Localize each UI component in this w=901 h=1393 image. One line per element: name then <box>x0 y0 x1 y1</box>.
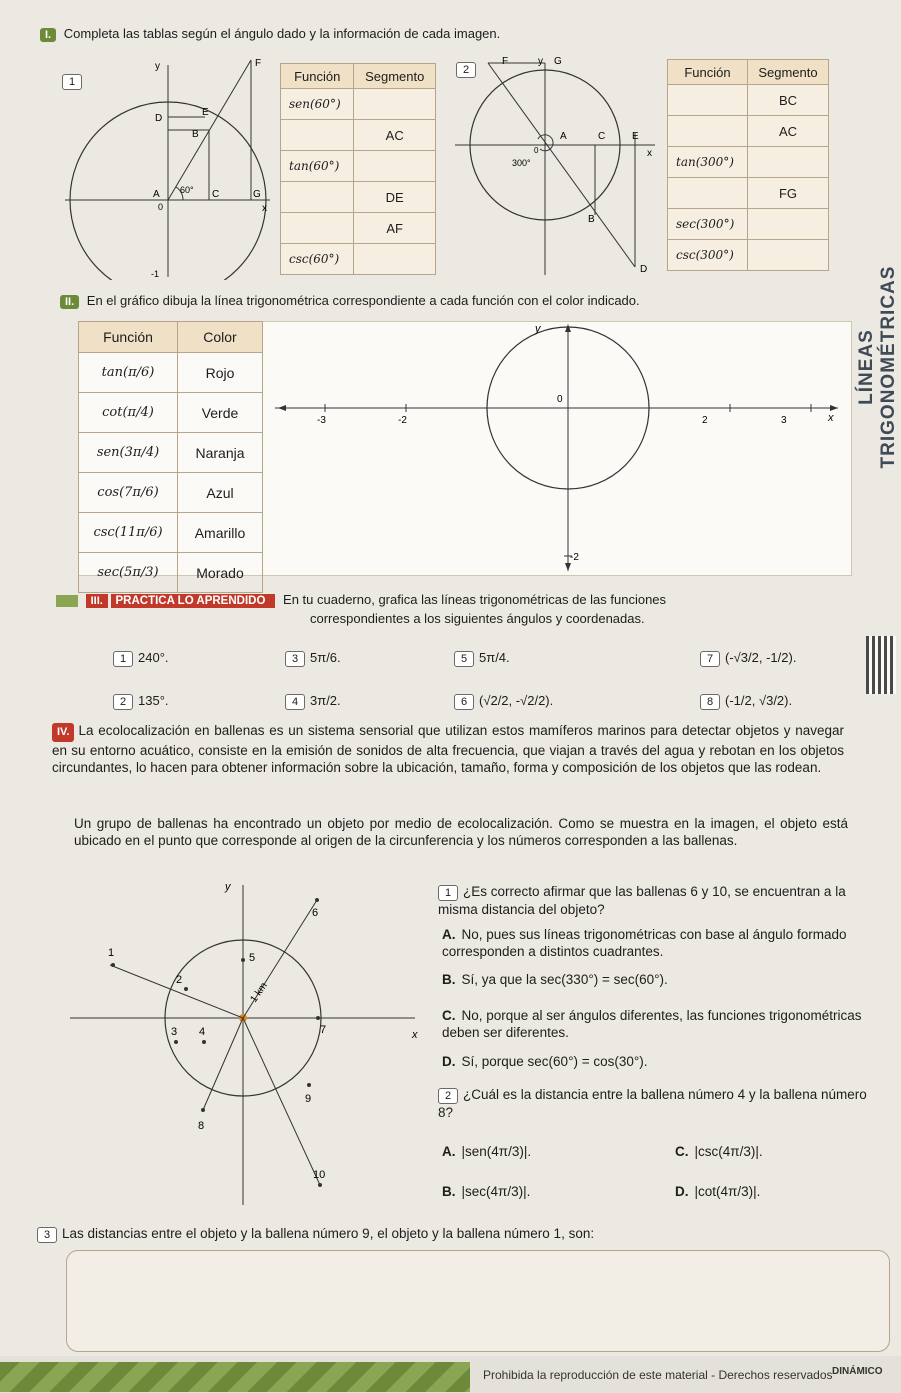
fig1-label-A: A <box>153 189 160 200</box>
section-4-badge: IV. <box>52 723 74 742</box>
table1-cell-seg[interactable]: AC <box>354 120 436 151</box>
exercise-item: 2 135°. <box>113 693 169 710</box>
table1-cell-seg[interactable]: DE <box>354 182 436 213</box>
table2-cell-seg[interactable] <box>747 209 828 240</box>
table2-cell-fn[interactable]: tan(300°) <box>668 147 748 178</box>
color-table <box>78 321 263 593</box>
whale-label: 6 <box>312 907 319 919</box>
practice-icon <box>56 595 78 607</box>
fig2-label-x: x <box>647 148 652 159</box>
section-3-text-1: En tu cuaderno, grafica las líneas trigonométricas de las funciones <box>283 592 667 607</box>
fig1-label-neg1: -1 <box>151 269 160 279</box>
table2-cell-seg[interactable]: AC <box>747 116 828 147</box>
graph-tick-label: -2 <box>398 415 407 426</box>
section-4-para-1: IV. La ecolocalización en ballenas es un sistema sensorial que utilizan estos mamíferos marinos para detectar objetos y navegar en su entorno acuático, consiste en la emisión de sonidos de alta frecuencia, que viajan a través del agua y rebotan en los objetos circundantes, lo hacen para obtener información sobre la ubicación, tamaño, forma y composición de los objetos que las rodean. <box>52 723 844 775</box>
figure-1-number: 1 <box>62 72 87 90</box>
section-3-header <box>56 592 666 608</box>
q2-option-c[interactable]: C. |csc(4π/3)|. <box>675 1144 763 1159</box>
table2-cell-fn[interactable]: sec(300°) <box>668 209 748 240</box>
question-1: 1 ¿Es correcto afirmar que las ballenas 6 y 10, se encuentran a la misma distancia del objeto? <box>438 884 846 917</box>
footer-copyright: Prohibida la reproducción de este material - Derechos reservados <box>483 1368 833 1382</box>
table2-cell-seg[interactable] <box>747 240 828 271</box>
section-1-title: Completa las tablas según el ángulo dado y la información de cada imagen. <box>63 26 501 41</box>
color-table-header-color: Color <box>178 322 263 353</box>
fig1-label-D: D <box>155 113 163 124</box>
whale-label: 4 <box>199 1026 206 1038</box>
fig2-label-F: F <box>502 56 509 67</box>
whale-label: 2 <box>176 974 183 986</box>
q2-option-d[interactable]: D. |cot(4π/3)|. <box>675 1184 761 1199</box>
graph-tick-label: 3 <box>781 415 787 426</box>
fig2-label-D: D <box>640 264 648 275</box>
graph-label-o: 0 <box>557 394 563 405</box>
fig2-label-E: E <box>632 131 639 142</box>
graph-tick-label: -2 <box>570 552 579 563</box>
table2-cell-seg[interactable] <box>747 147 828 178</box>
fig2-label-O: 0 <box>534 146 539 155</box>
q1-option-c[interactable]: C. No, porque al ser ángulos diferentes, las funciones trigonométricas deben ser diferentes. <box>442 1008 862 1040</box>
table1-cell-fn[interactable] <box>281 182 354 213</box>
table2-header-funcion: Función <box>668 60 748 85</box>
section-4-para-2: Un grupo de ballenas ha encontrado un objeto por medio de ecolocalización. Como se muestra en la imagen, el objeto está ubicado en el punto que corresponde al origen de la circunferencia y los números corresponden a las ballenas. <box>74 816 848 848</box>
fig1-label-O: 0 <box>158 202 164 212</box>
figure-1-unit-circle <box>55 55 275 280</box>
exercise-item: 5 5π/4. <box>454 650 510 667</box>
whale-label: 10 <box>313 1169 326 1181</box>
exercise-item: 4 3π/2. <box>285 693 341 710</box>
table2-cell-seg[interactable]: FG <box>747 178 828 209</box>
section-2-title: En el gráfico dibuja la línea trigonométrica correspondiente a cada función con el color indicado. <box>86 293 640 308</box>
table2-cell-fn[interactable] <box>668 116 748 147</box>
fig1-label-y: y <box>155 61 160 72</box>
table2-cell-fn[interactable] <box>668 178 748 209</box>
table1-cell-seg[interactable] <box>354 89 436 120</box>
fig1-label-B: B <box>192 129 199 140</box>
fig1-label-angle: 60° <box>180 185 194 195</box>
exercise-item: 7 (-√3/2, -1/2). <box>700 650 796 667</box>
table1-header-segmento: Segmento <box>354 64 436 89</box>
whale-fig-km: 1 km <box>248 980 270 1005</box>
section-1-badge: I. <box>40 28 56 42</box>
q1-option-b[interactable]: B. Sí, ya que la sec(330°) = sec(60°). <box>442 972 668 987</box>
graph-label-y: y <box>535 323 541 335</box>
footer-stripe <box>0 1362 470 1392</box>
color-table-fn: csc(11π/6) <box>79 513 178 553</box>
exercise-item: 3 5π/6. <box>285 650 341 667</box>
q2-option-a[interactable]: A. |sen(4π/3)|. <box>442 1144 532 1159</box>
color-table-color: Morado <box>178 553 263 593</box>
q2-option-b[interactable]: B. |sec(4π/3)|. <box>442 1184 531 1199</box>
fig1-label-E: E <box>202 107 209 118</box>
table1-cell-fn[interactable] <box>281 213 354 244</box>
color-table-color: Amarillo <box>178 513 263 553</box>
color-table-fn: sec(5π/3) <box>79 553 178 593</box>
table1-cell-seg[interactable] <box>354 244 436 275</box>
whale-label: 1 <box>108 947 115 959</box>
fig2-label-y: y <box>538 56 543 67</box>
color-table-fn: sen(3π/4) <box>79 433 178 473</box>
table1-cell-fn[interactable]: sen(60°) <box>281 89 354 120</box>
graph-label-x: x <box>828 412 834 424</box>
fig1-label-x: x <box>262 203 267 214</box>
question-2: 2 ¿Cuál es la distancia entre la ballena número 4 y la ballena número 8? <box>438 1087 867 1120</box>
graph-tick-label: 2 <box>702 415 708 426</box>
whale-label: 8 <box>198 1120 205 1132</box>
table2-cell-fn[interactable] <box>668 85 748 116</box>
whale-label: 5 <box>249 952 256 964</box>
color-table-header-funcion: Función <box>79 322 178 353</box>
exercise-item: 8 (-1/2, √3/2). <box>700 693 792 710</box>
fig1-label-F: F <box>255 58 262 69</box>
table1-cell-seg[interactable] <box>354 151 436 182</box>
whale-label: 7 <box>320 1024 327 1036</box>
section-2-header <box>60 293 640 309</box>
q1-option-a[interactable]: A. No, pues sus líneas trigonométricas con base al ángulo formado corresponden a distintos cuadrantes. <box>442 927 847 959</box>
whale-label: 9 <box>305 1093 312 1105</box>
table1-cell-fn[interactable]: tan(60°) <box>281 151 354 182</box>
figure-2-unit-circle <box>450 55 665 280</box>
section-1-header <box>40 26 500 42</box>
color-table-color: Azul <box>178 473 263 513</box>
table1-cell-fn[interactable] <box>281 120 354 151</box>
table1-cell-fn[interactable]: csc(60°) <box>281 244 354 275</box>
color-table-fn: cos(7π/6) <box>79 473 178 513</box>
section-2-badge: II. <box>60 295 79 309</box>
whale-fig-x: x <box>412 1029 418 1041</box>
graph-tick-label: -3 <box>317 415 326 426</box>
color-table-fn: cot(π/4) <box>79 393 178 433</box>
exercise-item: 6 (√2/2, -√2/2). <box>454 693 553 710</box>
exercise-item: 1 240°. <box>113 650 169 667</box>
table1-header-funcion: Función <box>281 64 354 89</box>
color-table-color: Verde <box>178 393 263 433</box>
color-table-color: Naranja <box>178 433 263 473</box>
footer <box>0 1356 901 1393</box>
fig2-label-B: B <box>588 214 595 225</box>
publisher-logo: DINÁMICO <box>832 1366 883 1377</box>
q1-option-d[interactable]: D. Sí, porque sec(60°) = cos(30°). <box>442 1054 648 1069</box>
answer-box[interactable] <box>66 1250 890 1352</box>
table2-cell-fn[interactable]: csc(300°) <box>668 240 748 271</box>
whale-figure <box>65 880 425 1210</box>
section-3-badge: III. <box>86 594 108 608</box>
table-1 <box>280 63 436 275</box>
question-3: 3 Las distancias entre el objeto y la ballena número 9, el objeto y la ballena número 1, son: <box>37 1225 877 1243</box>
qr-code[interactable] <box>866 636 896 694</box>
table2-cell-seg[interactable]: BC <box>747 85 828 116</box>
practice-banner: PRACTICA LO APRENDIDO <box>111 594 275 608</box>
color-table-color: Rojo <box>178 353 263 393</box>
table-2 <box>667 59 829 271</box>
fig1-label-C: C <box>212 189 220 200</box>
section-2-graph[interactable] <box>260 321 848 574</box>
section-3-text-2: correspondientes a los siguientes ángulos y coordenadas. <box>310 611 645 626</box>
whale-fig-y: y <box>225 881 231 893</box>
color-table-fn: tan(π/6) <box>79 353 178 393</box>
sidebar-title: LÍNEAS TRIGONOMÉTRICAS <box>856 265 899 469</box>
fig2-label-A: A <box>560 131 567 142</box>
whale-label: 3 <box>171 1026 178 1038</box>
fig2-label-angle: 300° <box>512 158 531 168</box>
table2-header-segmento: Segmento <box>747 60 828 85</box>
fig2-label-C: C <box>598 131 606 142</box>
fig1-label-G: G <box>253 189 261 200</box>
figure-2-number: 2 <box>456 60 481 78</box>
fig2-label-G: G <box>554 56 562 67</box>
table1-cell-seg[interactable]: AF <box>354 213 436 244</box>
